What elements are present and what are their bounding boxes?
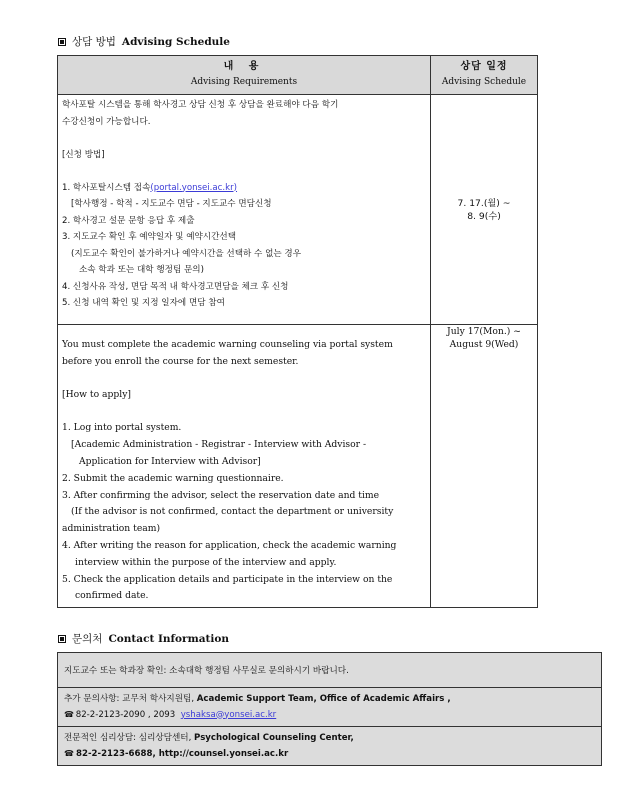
square-bullet-icon: [58, 38, 66, 46]
portal-link[interactable]: (portal.yonsei.ac.kr): [150, 182, 238, 193]
square-bullet-icon: [58, 635, 66, 643]
contact-advisor-row: 지도교수 또는 학과장 확인: 소속대학 행정팀 사무실로 문의하시기 바랍니다.: [58, 653, 602, 688]
support-email-link[interactable]: yshaksa@yonsei.ac.kr: [180, 709, 277, 720]
contact-table: [57, 652, 602, 766]
contact-counseling-row: 전문적인 심리상담: 심리상담센터, Psychological Counseling Center, ☎ 82-2-2123-6688, http://counsel.yonsei.ac.kr: [58, 727, 602, 766]
col-schedule-header: 상담 일정 Advising Schedule: [431, 56, 538, 95]
phone-icon: ☎: [64, 709, 74, 719]
ko-requirements-cell: 학사포탈 시스템을 통해 학사경고 상담 신청 후 상담을 완료해야 다음 학기 수강신청이 가능합니다. [신청 방법] 1. 학사포탈시스템 접속(portal.yonsei.ac.kr) [학사행정 - 학적 - 지도교수 면담 - 지도교수 면담신청 2. 학사경고 설문 문항 응답 후 제출 3. 지도교수 확인 후 예약일자 및 예약시간선택 (지도교수 확인이 불가하거나 예약시간을 선택하 수 없는 경우 소속 학과 또는 대학 행정팀 문의) 4. 신청사유 작성, 면담 목적 내 학사경고면담을 체크 후 신청 5. 신청 내역 확인 및 지정 일자에 면담 참여: [58, 95, 431, 325]
contact-support-row: 추가 문의사항: 교무처 학사지원팀, Academic Support Team, Office of Academic Affairs , ☎ 82-2-2123-2090 , 2093 yshaksa@yonsei.ac.kr: [58, 688, 602, 727]
advising-schedule-table: [57, 55, 538, 608]
col-requirements-header: 내 용 Advising Requirements: [58, 56, 431, 95]
schedule-title-ko: 상담 방법: [72, 36, 116, 48]
phone-icon: ☎: [64, 748, 74, 758]
ko-schedule-cell: 7. 17.(월) ~ 8. 9(수): [431, 95, 538, 325]
contact-title-en: Contact Information: [108, 632, 229, 645]
schedule-title-en: Advising Schedule: [121, 35, 230, 48]
en-requirements-cell: You must complete the academic warning counseling via portal system before you enroll the course for the next semester. [How to apply] 1. Log into portal system. [Academic Administration - Registrar - Interview with Advisor - Application for Interview with Advisor] 2. Submit the academic warning questionnaire. 3. After confirming the advisor, select the reservation date and time (If the advisor is not confirmed, contact the department or university administration team) 4. After writing the reason for application, check the academic warning interview within the purpose of the interview and apply. 5. Check the application details and participate in the interview on the confirmed date.: [58, 325, 431, 608]
schedule-section-title: [58, 34, 230, 49]
contact-section-title: [58, 631, 229, 646]
contact-title-ko: 문의처: [72, 633, 103, 645]
en-schedule-cell: July 17(Mon.) ~ August 9(Wed): [431, 325, 538, 608]
